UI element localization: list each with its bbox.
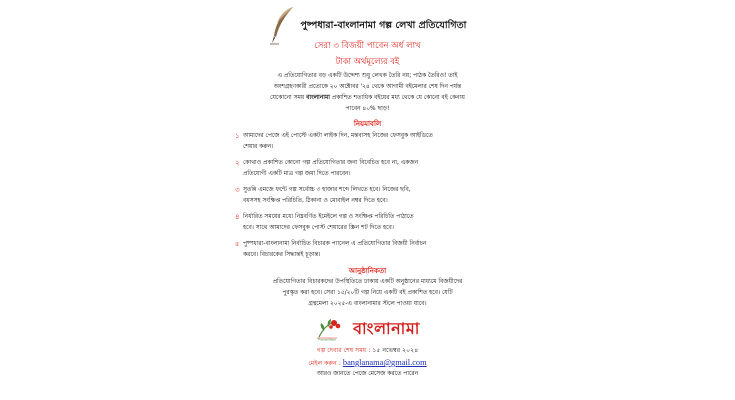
rule-item xyxy=(215,239,520,260)
quill-pen-icon xyxy=(269,6,295,46)
prize-subtitle-2: টাকা অর্থমূল্যের বই xyxy=(335,56,400,66)
rule-item xyxy=(215,158,520,179)
rule-text xyxy=(243,239,493,260)
rule-text xyxy=(243,185,493,206)
intro-text: প্রকাশিত শতাধিক বইয়ের মধ্য থেকে যে কোনো বই কেনায় xyxy=(329,95,465,101)
rule-item xyxy=(215,131,520,152)
intro-line xyxy=(215,93,520,104)
rule-line: হবে। সাথে আমাদের ফেসবুক পোস্ট শেয়ারের স্ক্রিন শট দিতে হবে। xyxy=(243,224,394,231)
rule-number: ৩ xyxy=(235,186,240,194)
contact-note: আরও জানতে পেজে মেসেজ করতে পারেন xyxy=(316,371,419,377)
rules-list xyxy=(215,131,520,260)
rule-text xyxy=(243,212,493,233)
mail-line xyxy=(215,357,520,369)
intro-line: এ প্রতিযোগিতার বড় একটি উদ্দেশ্য শুধু লেখক তৈরি নয়; পাঠক তৈরিও! তাই xyxy=(277,73,458,79)
prize-subtitle: সেরা ৩ বিজয়ী পাবেন অর্ধ লাখ xyxy=(314,41,421,51)
contest-poster xyxy=(215,4,520,396)
banglanama-logo-text: বাংলানামা xyxy=(353,318,420,338)
rule-line: পুষ্পধারা-বাংলানামা নির্বাচিত বিচারক প্যানেল এ প্রতিযোগিতার বিজয়ী নির্বাচন xyxy=(243,241,427,247)
ceremony-line: গ্রন্থমেলা ২০২৫-এ বাংলানামার স্টলে পাওয়া যাবে। xyxy=(308,301,427,307)
rule-text xyxy=(243,158,493,179)
rule-line: করবে। বিচারকের সিদ্ধান্তই চূড়ান্ত। xyxy=(243,251,321,258)
rule-line: শেয়ার করুন। xyxy=(243,143,274,150)
deadline xyxy=(215,346,520,356)
intro-paragraph xyxy=(215,71,520,115)
rule-line: বয়সসহ সংক্ষিপ্ত পরিচিতি, ঠিকানা ও মোবাইল নম্বর দিতে হবে। xyxy=(243,197,388,204)
rule-text xyxy=(243,131,493,152)
rule-item xyxy=(215,212,520,233)
publisher-name: বাংলানামা xyxy=(306,95,330,101)
rule-number: ২ xyxy=(235,159,240,167)
page-title: পুষ্পধারা-বাংলানামা গল্প লেখা প্রতিযোগিতা xyxy=(300,19,467,31)
rule-line: নির্ধারিত সময়ের মধ্যে নিম্নবর্ণিত ইমেইলে গল্প ও সংক্ষিপ্ত পরিচিতি পাঠাতে xyxy=(243,214,414,220)
intro-line: অংশগ্রহণকারী প্রত্যেকে ২০ অক্টোবর '২৪ থেকে আগামী বইমেলার শেষ দিন পর্যন্ত xyxy=(273,84,462,90)
ceremony-heading: আনুষ্ঠানিকতা xyxy=(348,267,387,275)
rule-line: আমাদের পেজে এই পোস্টে একটা লাইক দিন, মন্তব্যসহ নিজের ফেসবুক আইডিতে xyxy=(243,133,433,139)
rule-number: ৫ xyxy=(235,240,240,248)
intro-line: পাবেন ৪০% ছাড়! xyxy=(345,106,390,112)
deadline-value: ১৫ নভেম্বর ২০২৪ xyxy=(370,347,419,354)
pushpodhara-flower-logo xyxy=(315,317,349,341)
rule-number: ৪ xyxy=(235,213,240,221)
rules-heading: নিয়মাবলি xyxy=(353,120,382,128)
brand-logos xyxy=(215,317,520,341)
mail-label: মেইল করুন : xyxy=(308,360,343,367)
ceremony-line: পুরস্কৃত করা হবে। সেরা ১৫/২০টি গল্প নিয়ে একটি বই প্রকাশিত হবে। যেটি xyxy=(282,290,453,296)
ceremony-line: প্রতিযোগিতার বিচারকদের উপস্থিতিতে ঢাকায় একটি অনুষ্ঠানের মাধ্যমে বিজয়ীদের xyxy=(272,279,463,285)
intro-text: যেকোনো সময় xyxy=(270,95,307,101)
rule-line: প্রতিযোগী একটি মাত্র গল্প জমা দিতে পারবেন। xyxy=(243,170,351,177)
logo-caption: Pushpodhara xyxy=(318,337,336,341)
rule-line: কোথাও প্রকাশিত কোনো গল্প প্রতিযোগিতার জন্য বিবেচিত হবে না, একজন xyxy=(243,160,419,166)
ceremony-paragraph xyxy=(215,277,520,310)
email-link[interactable]: banglanama@gmail.com xyxy=(342,358,427,367)
rule-number: ১ xyxy=(235,132,240,140)
deadline-label: গল্প দেবার শেষ সময় : xyxy=(316,347,371,354)
rule-line: সুতন্নি এমজে ফন্টে গল্প সর্বোচ্চ ৩ হাজার শব্দে লিখতে হবে। নিজের ছবি, xyxy=(243,187,411,193)
rule-item xyxy=(215,185,520,206)
